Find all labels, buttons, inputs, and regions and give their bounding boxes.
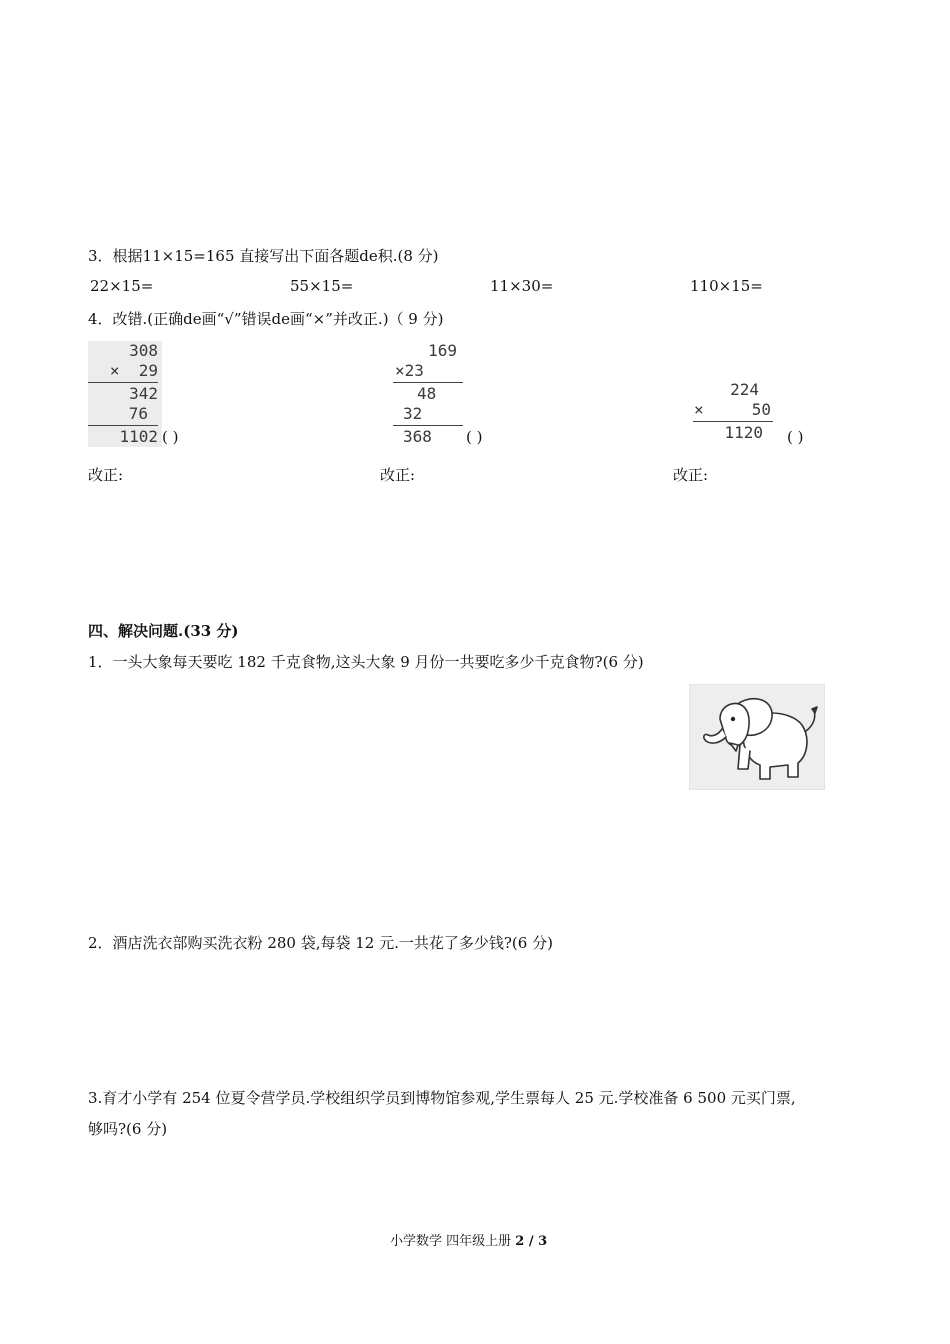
word-problem-3-line-1: 3.育才小学有 254 位夏令营学员.学校组织学员到博物馆参观,学生票每人 25 元.学校准备 6 500 元买门票, <box>88 1089 796 1107</box>
word-problem-2: 2．酒店洗衣部购买洗衣粉 280 袋,每袋 12 元.一共花了多少钱?(6 分) <box>88 934 553 952</box>
answer-blank-2[interactable]: ( ) <box>466 428 483 446</box>
word-problem-3-line-2: 够吗?(6 分) <box>88 1120 168 1138</box>
correction-label-1: 改正: <box>88 466 124 484</box>
mul2-partial-1: 48 <box>417 384 437 403</box>
mul3-multiplicand: 224 <box>730 380 759 399</box>
answer-blank-1[interactable]: ( ) <box>162 428 179 446</box>
mul1-result: 1102 <box>119 427 158 446</box>
calc-item-4: 110×15= <box>690 277 763 295</box>
vertical-multiplication-3 <box>693 380 773 443</box>
mul1-multiplicand: 308 <box>129 341 158 360</box>
question-3-title: 3．根据11×15=165 直接写出下面各题de积.(8 分) <box>88 247 439 265</box>
word-problem-1: 1．一头大象每天要吃 182 千克食物,这头大象 9 月份一共要吃多少千克食物?(6 分) <box>88 653 644 671</box>
section-4-title: 四、解决问题.(33 分) <box>88 622 239 640</box>
mul3-result: 1120 <box>724 423 763 442</box>
answer-blank-3[interactable]: ( ) <box>787 428 804 446</box>
mul2-partial-2: 32 <box>403 404 423 423</box>
calc-item-1: 22×15= <box>90 277 154 295</box>
vertical-multiplication-1 <box>88 341 162 447</box>
page-footer <box>390 1230 547 1249</box>
elephant-image <box>689 684 825 790</box>
mul1-multiplier: × 29 <box>109 361 158 380</box>
mul2-rule-1 <box>393 382 463 383</box>
mul2-multiplier: ×23 <box>395 361 424 380</box>
mul2-multiplicand: 169 <box>428 341 457 360</box>
footer-text: 小学数学 四年级上册 <box>390 1234 516 1249</box>
mul1-partial-2: 76 <box>128 404 148 423</box>
mul1-rule-2 <box>88 425 158 426</box>
mul3-rule <box>693 421 773 422</box>
mul2-result: 368 <box>403 427 432 446</box>
mul3-multiplier: × 50 <box>693 400 771 419</box>
mul1-partial-1: 342 <box>129 384 158 403</box>
mul1-rule-1 <box>88 382 158 383</box>
page-number: 2 / 3 <box>515 1234 548 1249</box>
mul2-rule-2 <box>393 425 463 426</box>
correction-label-2: 改正: <box>380 466 416 484</box>
correction-label-3: 改正: <box>673 466 709 484</box>
calc-item-2: 55×15= <box>290 277 354 295</box>
elephant-eye <box>731 717 735 721</box>
question-4-title: 4．改错.(正确de画“√”错误de画“×”并改正.)（ 9 分) <box>88 310 444 328</box>
calc-item-3: 11×30= <box>490 277 554 295</box>
vertical-multiplication-2 <box>393 341 463 447</box>
elephant-icon <box>690 685 824 789</box>
